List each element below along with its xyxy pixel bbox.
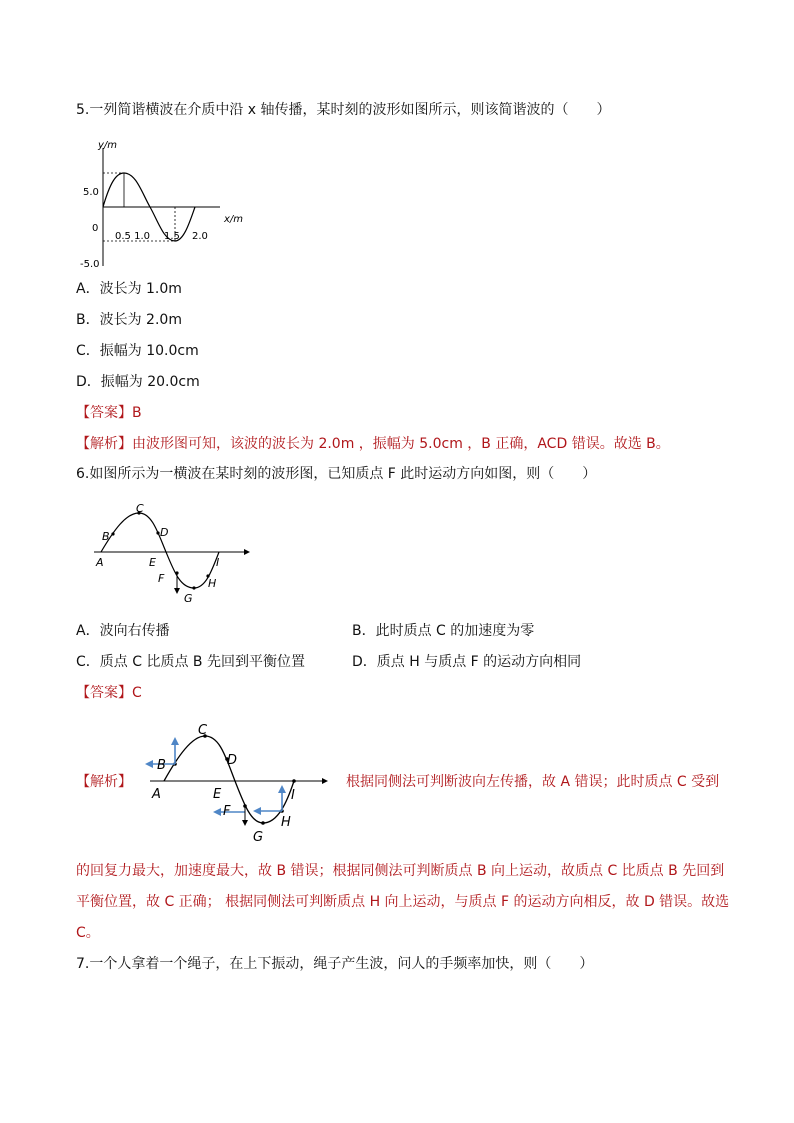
- q5-expl-text: 由波形图可知，该波的波长为 2.0m ，振幅为 5.0cm ，B 正确，ACD 错误。故选 B。: [132, 436, 670, 452]
- q6-sol-label-b: B: [157, 758, 166, 773]
- q6-sol-label-a: A: [152, 787, 161, 802]
- q6-label-i: I: [216, 556, 220, 569]
- q5-expl-tag: 【解析】: [76, 436, 132, 452]
- q5-wave-figure: [80, 138, 260, 273]
- q5-answer: [76, 404, 142, 422]
- q6-label-b: B: [102, 530, 110, 543]
- q6-label-f: F: [158, 572, 165, 585]
- q6-expl-tag: 【解析】: [76, 774, 132, 790]
- q5-answer-tag: 【答案】: [76, 405, 132, 421]
- q6-sol-label-d: D: [227, 753, 238, 768]
- q5-y-tick-neg: -5.0: [80, 259, 100, 270]
- q6-sol-label-h: H: [281, 815, 291, 830]
- q6-expl-line1: 根据同侧法可判断波向左传播，故 A 错误；此时质点 C 受到: [346, 774, 720, 790]
- q5-x-axis-label: x/m: [224, 214, 244, 225]
- q5-option-d: D．振幅为 20.0cm: [76, 374, 200, 390]
- q6-label-a: A: [96, 556, 104, 569]
- q5-explanation: [76, 435, 670, 453]
- q6-label-d: D: [160, 526, 169, 539]
- q6-sol-label-f: F: [223, 804, 231, 819]
- q5-y-axis-label: y/m: [98, 140, 118, 151]
- q5-x-ticks-05-10: 0.5 1.0: [115, 231, 150, 242]
- q5-y-tick-pos: 5.0: [83, 187, 99, 198]
- q6-expl-line3: 平衡位置，故 C 正确； 根据同侧法可判断质点 H 向上运动，与质点 F 的运动方向相反，故 D 错误。故选: [76, 894, 730, 910]
- q6-answer-tag: 【答案】: [76, 685, 132, 701]
- q6-option-c: C．质点 C 比质点 B 先回到平衡位置: [76, 654, 305, 670]
- q5-x-tick-15: 1.5: [164, 231, 180, 242]
- q5-option-b: B．波长为 2.0m: [76, 312, 182, 328]
- q6-solution-figure: [140, 722, 335, 847]
- q6-wave-figure: [86, 500, 256, 605]
- q6-label-h: H: [208, 577, 217, 590]
- q6-label-c: C: [136, 502, 144, 515]
- q6-sol-label-e: E: [213, 787, 222, 802]
- q6-answer-value: C: [132, 685, 142, 701]
- q6-expl-line2: 的回复力最大，加速度最大，故 B 错误；根据同侧法可判断质点 B 向上运动，故质点 C 比质点 B 先回到: [76, 863, 725, 879]
- q6-sol-label-i: I: [291, 788, 295, 803]
- q6-label-g: G: [184, 592, 193, 605]
- q6-label-e: E: [149, 556, 156, 569]
- q7-stem: 7.一个人拿着一个绳子，在上下振动，绳子产生波，问人的手频率加快，则（ ）: [76, 956, 594, 972]
- q5-stem: 5.一列简谐横波在介质中沿 x 轴传播，某时刻的波形如图所示，则该简谐波的（ ）: [76, 102, 611, 118]
- q5-y-tick-zero: 0: [92, 223, 99, 234]
- q5-x-tick-20: 2.0: [192, 231, 208, 242]
- q6-expl-line4: C。: [76, 925, 100, 941]
- q5-option-c: C．振幅为 10.0cm: [76, 343, 199, 359]
- q5-option-a: A．波长为 1.0m: [76, 281, 182, 297]
- q6-option-b: B．此时质点 C 的加速度为零: [352, 623, 535, 639]
- q6-sol-label-c: C: [198, 723, 208, 738]
- q5-answer-value: B: [132, 405, 142, 421]
- q6-option-d: D．质点 H 与质点 F 的运动方向相同: [352, 654, 582, 670]
- q6-answer: [76, 684, 142, 702]
- q6-stem: 6.如图所示为一横波在某时刻的波形图，已知质点 F 此时运动方向如图，则（ ）: [76, 466, 597, 482]
- q6-option-a: A．波向右传播: [76, 623, 170, 639]
- q6-sol-label-g: G: [253, 830, 264, 845]
